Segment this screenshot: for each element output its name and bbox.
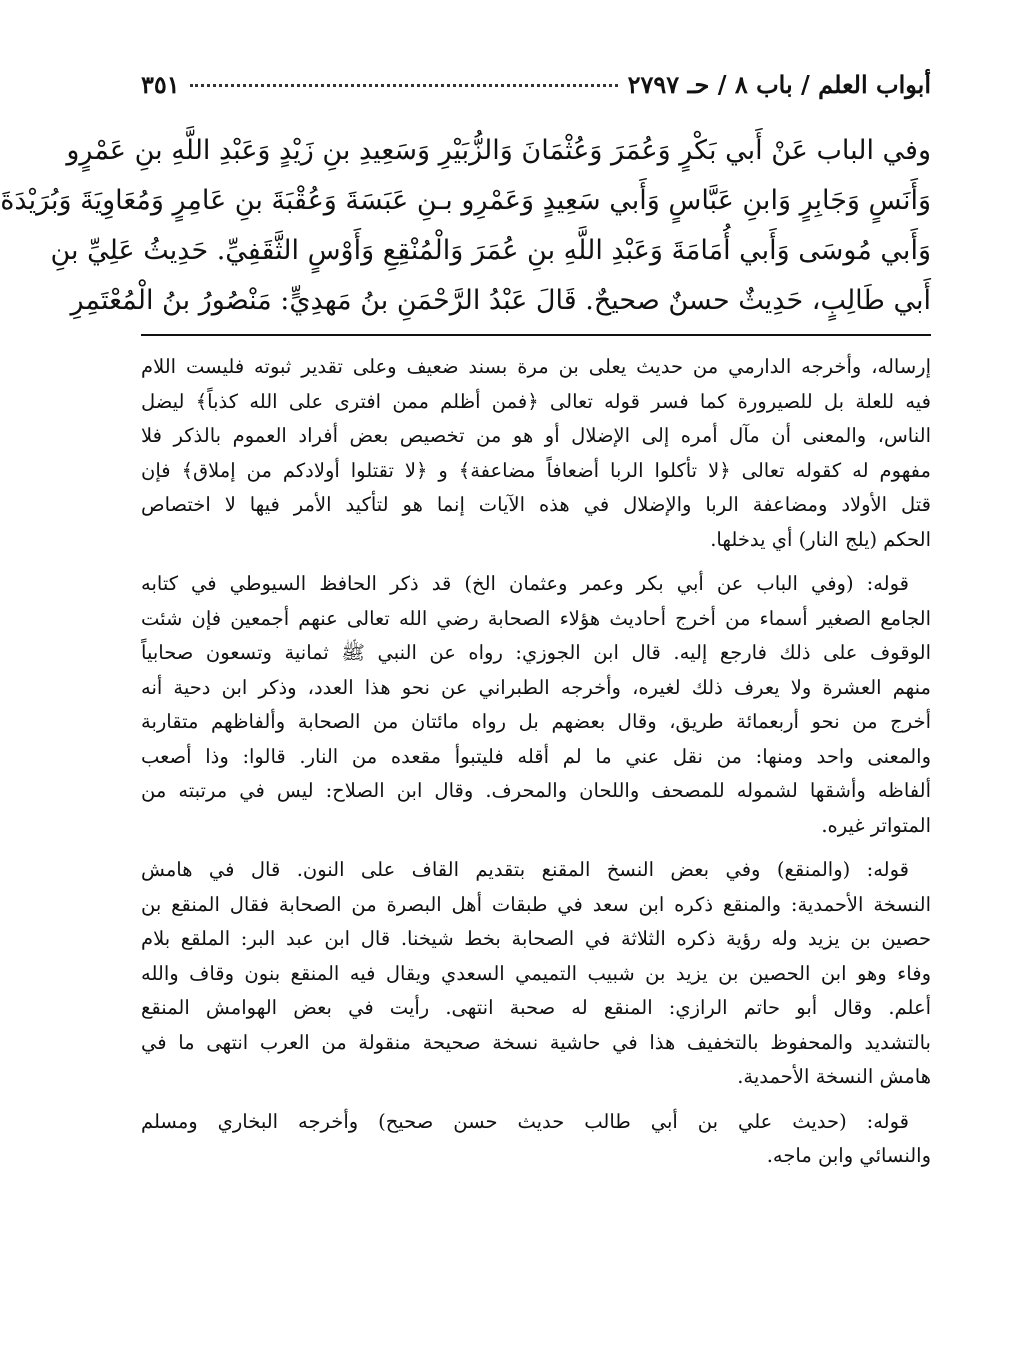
running-header [141, 70, 931, 114]
commentary-line: النسخة الأحمدية: والمنقع ذكره ابن سعد في طبقات أهل البصرة من الصحابة فقال المنقع بن [141, 892, 931, 916]
commentary-line: بالتشديد والمحفوظ بالتخفيف هذا في حاشية نسخة صحيحة منقولة من العرب انتهى ما في [141, 1030, 931, 1054]
hadith-line: وَأَبي مُوسَى وَأَبي أُمَامَةَ وَعَبْدِ اللَّهِ بنِ عُمَرَ وَالْمُنْقِعِ وَأَوْسٍ الثَّقَفِيِّ. حَدِيثُ عَلِيِّ بنِ [50, 235, 931, 266]
hadith-text [0, 126, 931, 326]
commentary [141, 350, 931, 1174]
commentary-line: والمعنى واحد ومنها: من نقل عني ما لم أقله فليتبوأ مقعده من النار. قالوا: وذا أصعب [141, 744, 931, 768]
hadith-line: وَأَنَسٍ وَجَابِرٍ وَابنِ عَبَّاسٍ وَأَبي سَعِيدٍ وَعَمْرِو بـنِ عَبَسَةَ وَعُقْبَةَ بنِ عَامِرٍ وَمُعَاوِيَةَ وَبُرَيْدَةَ [0, 185, 931, 216]
commentary-line: ألفاظه وأشقها لشموله للمصحف واللحان والمحرف. وقال ابن الصلاح: ليس في مرتبته من [141, 779, 931, 802]
commentary-paragraph [141, 853, 931, 1095]
hadith-line: وفي الباب عَنْ أَبي بَكْرٍ وَعُمَرَ وَعُثْمَانَ وَالزُّبَيْرِ وَسَعِيدِ بنِ زَيْدٍ وَعَبْدِ اللَّهِ بنِ عَمْرٍو [66, 135, 931, 166]
commentary-line: الناس، والمعنى أن مآل أمره إلى الإضلال أو هو من تخصيص بعض أفراد العموم بالذكر فلا [141, 424, 931, 447]
commentary-line: هامش النسخة الأحمدية. [737, 1065, 931, 1088]
commentary-line: حصين بن يزيد وله رؤية ذكره الثلاثة في الصحابة بخط شيخنا. قال ابن عبد البر: الملقع بلام [141, 927, 931, 950]
commentary-line: قوله: (والمنقع) وفي بعض النسخ المقنع بتقديم القاف على النون. قال في هامش [141, 858, 909, 881]
hadith-line: أَبي طَالِبٍ، حَدِيثٌ حسنٌ صحيحٌ. قَالَ عَبْدُ الرَّحْمَنِ بنُ مَهدِيٍّ: مَنْصُورُ بنُ الْمُعْتَمِرِ [70, 285, 931, 316]
commentary-line: المتواتر غيره. [821, 813, 931, 837]
commentary-line: أعلم. وقال أبو حاتم الرازي: المنقع له صحبة انتهى. رأيت في بعض الهوامش المنقع [141, 996, 931, 1019]
commentary-line: والنسائي وابن ماجه. [766, 1144, 931, 1167]
commentary-line: وفاء وهو ابن الحصين بن يزيد بن شبيب التميمي السعدي ويقال فيه المنقع بنون وقاف والله [141, 961, 931, 985]
commentary-line: الحكم (يلج النار) أي يدخلها. [710, 527, 931, 551]
commentary-line: الجامع الصغير أسماء من أخرج أحاديث هؤلاء الصحابة رضي الله تعالى عنهم أجمعين فإن شئت [141, 606, 931, 630]
commentary-paragraph [141, 350, 931, 557]
commentary-line: قوله: (وفي الباب عن أبي بكر وعمر وعثمان الخ) قد ذكر الحافظ السيوطي في كتابه [141, 572, 909, 595]
header-dot-leader [190, 84, 618, 87]
commentary-line: فيه للعلة بل للصيرورة كما فسر قوله تعالى ﴿فمن أظلم ممن افترى على الله كذباً﴾ ليضل [141, 389, 931, 413]
commentary-line: قوله: (حديث علي بن أبي طالب حديث حسن صحيح) وأخرجه البخاري ومسلم [141, 1109, 909, 1133]
separator-rule [141, 334, 931, 336]
page-number: ٣٥١ [141, 70, 180, 99]
commentary-line: مفهوم له كقوله تعالى ﴿لا تأكلوا الربا أضعافاً مضاعفة﴾ و ﴿لا تقتلوا أولادكم من إملاق﴾ فإن [141, 458, 931, 482]
commentary-line: الوقوف على ذلك فارجع إليه. قال ابن الجوزي: رواه عن النبي ﷺ ثمانية وتسعون صحابياً [141, 641, 931, 664]
commentary-line: أخرج من نحو أربعمائة طريق، وقال بعضهم بل رواه مائتان من الصحابة وألفاظهم متقاربة [141, 710, 931, 733]
commentary-line: منهم العشرة ولا يعرف ذلك لغيره، وأخرجه الطبراني عن نحو هذا العدد، وذكر ابن دحية أنه [141, 675, 931, 699]
commentary-paragraph [141, 567, 931, 843]
book-page [0, 70, 931, 1184]
commentary-paragraph [141, 1105, 931, 1174]
commentary-line: إرساله، وأخرجه الدارمي من حديث يعلى بن مرة بسند ضعيف وعلى تقدير ثبوته فليست اللام [141, 355, 931, 378]
commentary-line: قتل الأولاد ومضاعفة الربا والإضلال في هذه الآيات إنما هو لتأكيد الأمر فيها لا اختصاص [141, 493, 931, 516]
header-title: أبواب العلم / باب ٨ / حـ ٢٧٩٧ [627, 70, 931, 99]
